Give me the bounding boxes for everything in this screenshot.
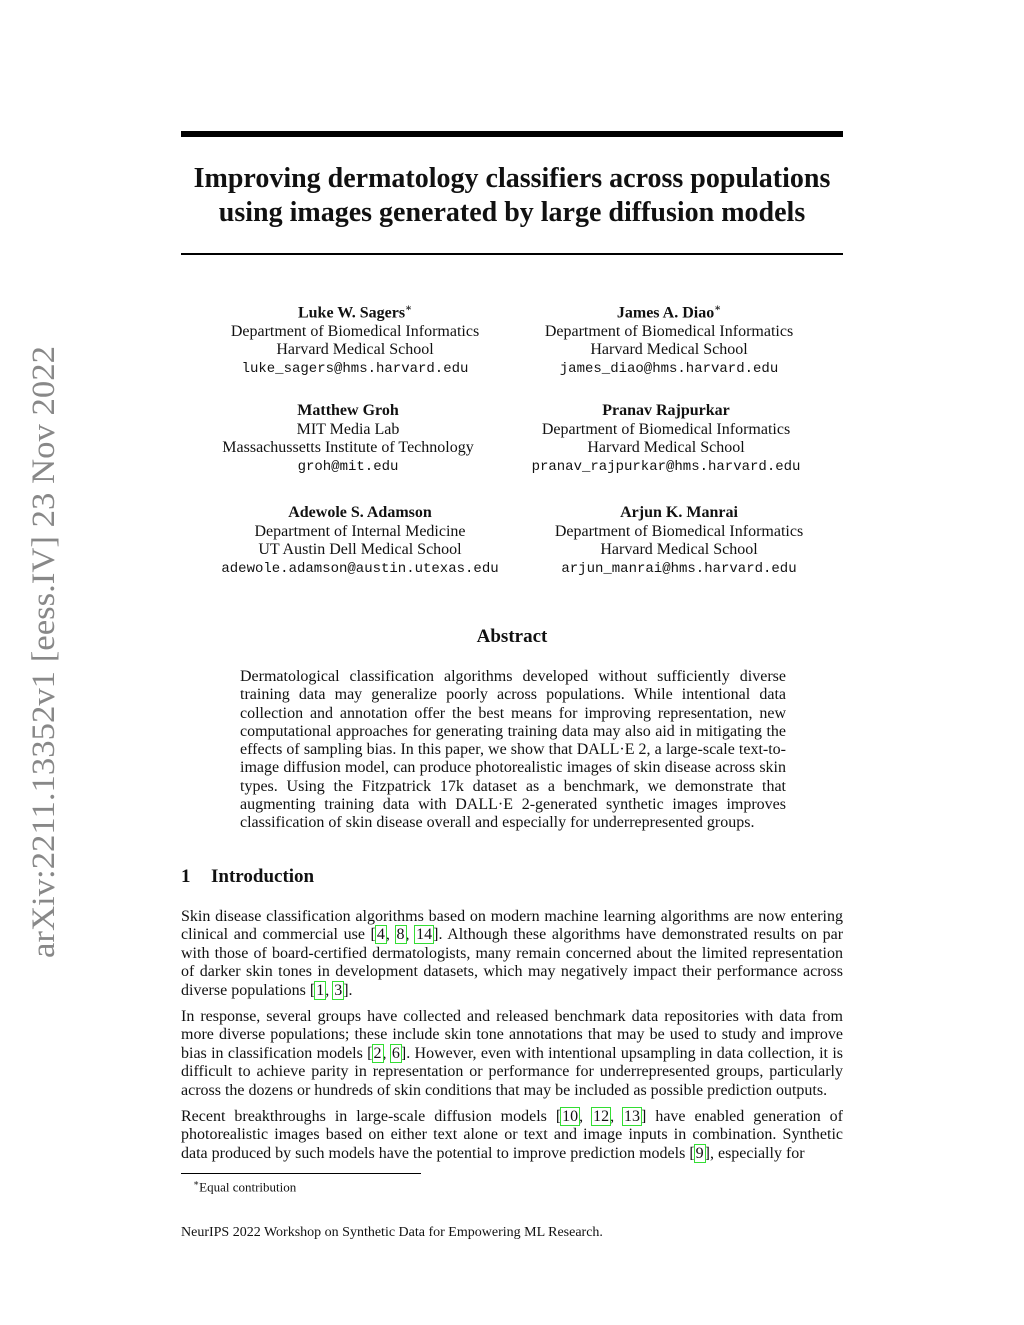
section-heading [181, 866, 314, 888]
author-email[interactable]: pranav_rajpurkar@hms.harvard.edu [531, 458, 801, 475]
paragraph-text: ]. [343, 981, 353, 999]
paragraph-text: Skin disease classification algorithms based on modern machine learning algorithms are now entering clinical and commercial use [ [181, 908, 843, 944]
author-affiliation: Massachussetts Institute of Technology [222, 439, 474, 456]
author-block [183, 402, 513, 476]
paragraph-text: Recent breakthroughs in large-scale diffusion models [ [181, 1108, 562, 1125]
citation-link[interactable]: 3 [334, 981, 343, 999]
citation-link[interactable]: 9 [695, 1144, 704, 1162]
citation-link[interactable]: 4 [376, 926, 385, 944]
author-block [190, 300, 520, 378]
author-affiliation: Department of Biomedical Informatics [554, 522, 804, 540]
author-email[interactable]: james_diao@hms.harvard.edu [559, 360, 779, 377]
author-name: Arjun K. Manrai [620, 504, 738, 521]
equal-contribution-mark: ∗ [405, 303, 413, 314]
intro-paragraph-3: Recent breakthroughs in large-scale diffusion models [10, 12, 13] have enabled generation of photorealistic images based on either text alone or text and image inputs in combination. Synthetic data produced by such models have the potential to improve prediction models [9], especially for [181, 1108, 843, 1162]
paragraph-text: ]. However, even with intentional upsampling in data collection, it is difficult to achieve parity in representation or performance for underrepresented groups, particularly across the dozens or hundreds of skin conditions that may be included as possible prediction outputs. [181, 1044, 844, 1099]
author-email[interactable]: luke_sagers@hms.harvard.edu [241, 360, 469, 377]
citation-link[interactable]: 10 [562, 1108, 579, 1125]
author-affiliation: Harvard Medical School [276, 341, 434, 359]
author-name: Luke W. Sagers [297, 304, 406, 322]
footnote-rule [181, 1173, 421, 1174]
citation-link[interactable]: 2 [373, 1044, 382, 1062]
arxiv-stamp-svg [18, 346, 64, 958]
author-email[interactable]: arjun_manrai@hms.harvard.edu [561, 560, 797, 577]
paragraph-text: ], especially for [704, 1144, 805, 1162]
author-affiliation: Department of Internal Medicine [254, 522, 466, 540]
author-name: Adewole S. Adamson [288, 504, 432, 521]
arxiv-stamp [18, 346, 64, 958]
author-affiliation: UT Austin Dell Medical School [258, 541, 462, 558]
title-rule-bottom [181, 253, 843, 255]
author-affiliation: Harvard Medical School [600, 541, 758, 558]
footnote-mark: ∗ [193, 1178, 200, 1188]
title-rule-top [181, 131, 843, 137]
author-affiliation: Department of Biomedical Informatics [541, 420, 791, 438]
title-line-2: using images generated by large diffusion models [218, 197, 806, 228]
author-block [501, 402, 831, 476]
abstract-heading: Abstract [476, 626, 548, 647]
citation-link[interactable]: 1 [316, 981, 325, 999]
author-name: Pranav Rajpurkar [602, 402, 730, 419]
paragraph-text: ]. Although these algorithms have demonstrated results on par with those of board-certified dermatologists, many remain concerned about the limited representation of darker skin tones in development datasets, which may negatively impact their performance across diverse populations [ [181, 926, 844, 999]
author-affiliation: Harvard Medical School [590, 341, 748, 359]
intro-paragraph-2: In response, several groups have collected and released benchmark data repositories with data from more diverse populations; these include skin tone annotations that may be used to study and improve bias in classification models [2, 6]. However, even with intentional upsampling in data collection, it is difficult to achieve parity in representation or performance for underrepresented groups, particularly across the dozens or hundreds of skin conditions that may be included as possible prediction outputs. [181, 1008, 844, 1099]
author-affiliation: Department of Biomedical Informatics [230, 322, 480, 340]
author-name: James A. Diao [616, 304, 715, 322]
author-block [195, 504, 525, 578]
venue-note: NeurIPS 2022 Workshop on Synthetic Data for Empowering ML Research. [181, 1225, 603, 1240]
paper-title [181, 162, 843, 230]
author-name: Matthew Groh [297, 402, 399, 419]
title-line-1: Improving dermatology classifiers across populations [193, 163, 831, 194]
citation-link[interactable]: 12 [593, 1108, 610, 1125]
author-email[interactable]: adewole.adamson@austin.utexas.edu [221, 560, 499, 577]
equal-contribution-mark: ∗ [714, 303, 722, 314]
author-block [514, 504, 844, 578]
citation-link[interactable]: 13 [624, 1108, 641, 1125]
author-affiliation: Harvard Medical School [587, 439, 745, 456]
author-email[interactable]: groh@mit.edu [297, 458, 399, 475]
section-number: 1 [181, 866, 191, 887]
section-title: Introduction [211, 866, 315, 887]
citation-link[interactable]: 6 [391, 1044, 400, 1062]
citation-link[interactable]: 14 [416, 926, 433, 944]
citation-link[interactable]: 8 [396, 926, 405, 944]
footnote-text: Equal contribution [199, 1179, 297, 1195]
arxiv-id-text: arXiv:2211.13352v1 [eess.IV] 23 Nov 2022 [26, 376, 62, 958]
abstract-text: Dermatological classification algorithms developed without sufficiently diverse training data may generalize poorly across populations. While intentional data collection and annotation offer the best means for improving representation, new computational approaches for generating training data may also aid in mitigating the effects of sampling bias. In this paper, we show that DALL·E 2, a large-scale text-to-image diffusion model, can produce photorealistic images of skin disease across skin types. Using the Fitzpatrick 17k dataset as a benchmark, we demonstrate that augmenting training data with DALL·E 2-generated synthetic images improves classification of skin disease overall and especially for underrepresented groups. [240, 668, 786, 832]
author-block [504, 300, 834, 378]
intro-paragraph-1: Skin disease classification algorithms based on modern machine learning algorithms are now entering clinical and commercial use [4, 8, 14]. Although these algorithms have demonstrated results on par with those of board-certified dermatologists, many remain concerned about the limited representation of darker skin tones in development datasets, which may negatively impact their performance across diverse populations [1, 3]. [181, 908, 844, 999]
author-affiliation: MIT Media Lab [296, 420, 400, 438]
paragraph-text: In response, several groups have collected and released benchmark data repositories with data from more diverse populations; these include skin tone annotations that may be used to study and improve bias in classification models [ [181, 1008, 843, 1062]
footnote [193, 1178, 296, 1195]
author-affiliation: Department of Biomedical Informatics [544, 322, 794, 340]
paragraph-text: ] have enabled generation of photorealistic images based on either text alone or text and image inputs in combination. Synthetic data produced by such models have the potential to improve prediction models [ [181, 1108, 843, 1162]
